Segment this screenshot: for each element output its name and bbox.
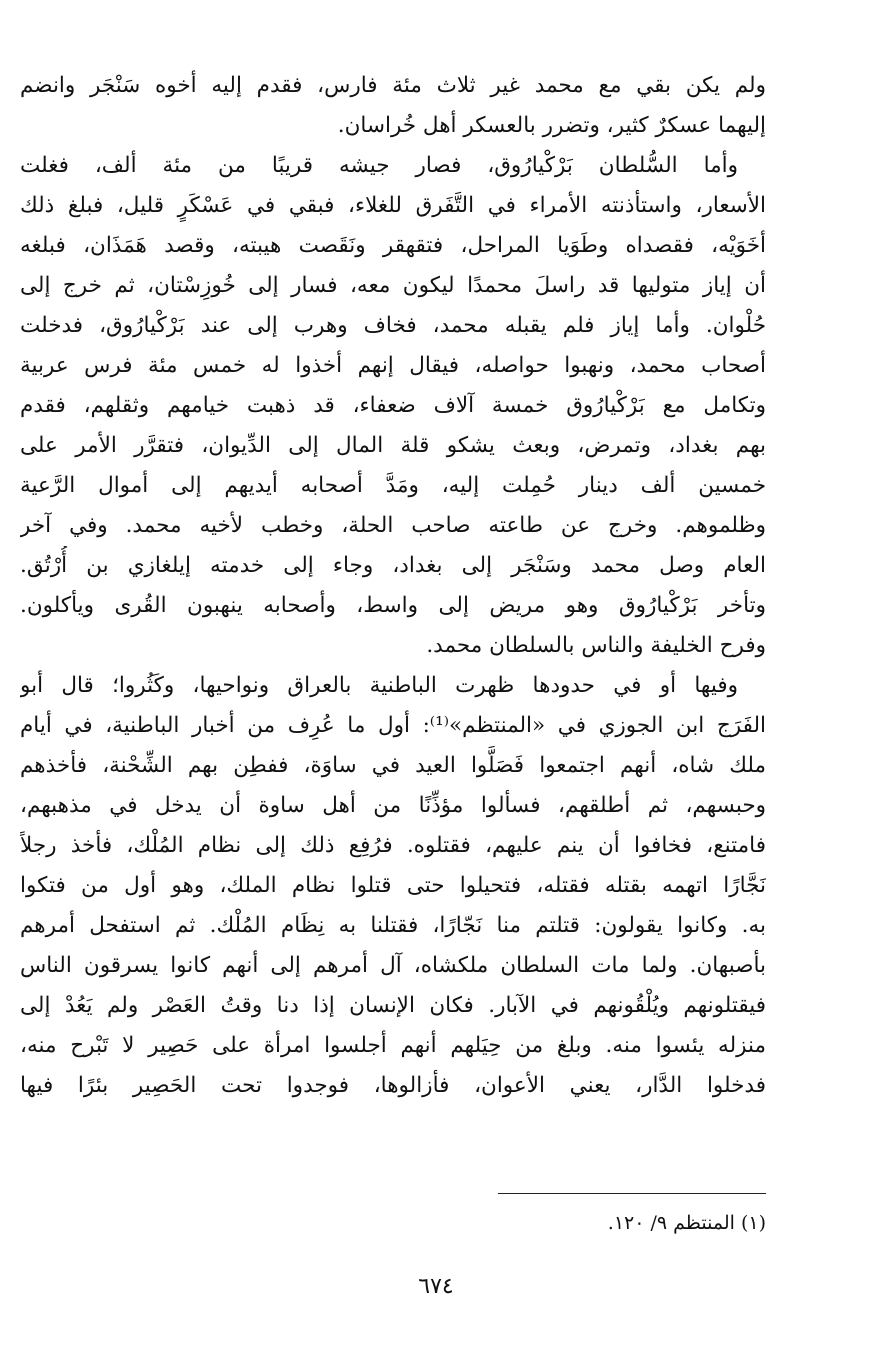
text-line: وفيها أو في حدودها ظهرت الباطنية بالعراق ونواحيها، وكَثُروا؛ قال أبو	[20, 673, 738, 698]
text-line: ولم يكن بقي مع محمد غير ثلاث مئة فارس، فقدم إليه أخوه سَنْجَر وانضم	[20, 73, 766, 98]
text-line: بأصبهان. ولما مات السلطان ملكشاه، آل أمرهم إلى أنهم كانوا يسرقون الناس	[20, 953, 766, 978]
text-line: وتكامل مع بَرْكْيارُوق خمسة آلاف ضعفاء، قد ذهبت خيامهم وثقلهم، فقدم	[20, 393, 766, 418]
text-line: منزله يئسوا منه. وبلغ من حِيَلهم أنهم أجلسوا امرأة على حَصِير لا تَبْرح منه،	[20, 1033, 766, 1058]
text-line: خمسين ألف دينار حُمِلت إليه، ومَدَّ أصحابه أيديهم إلى أموال الرَّعية	[20, 473, 766, 498]
text-line: وفرح الخليفة والناس بالسلطان محمد.	[426, 633, 766, 658]
text-line: ملك شاه، أنهم اجتمعوا فَصَلَّوا العيد في ساوَة، ففطِن بهم الشِّحْنة، فأخذهم	[20, 753, 766, 778]
footnote: (١) المنتظم ٩/ ١٢٠.	[607, 1212, 766, 1234]
text-line: حُلْوان. وأما إياز فلم يقبله محمد، فخاف وهرب إلى عند بَرْكْيارُوق، فدخلت	[20, 313, 766, 338]
text-line: بهم بغداد، وتمرض، وبعث يشكو قلة المال إلى الدِّيوان، فتقرَّر الأمر على	[20, 433, 766, 458]
text-line: أن إياز متوليها قد راسلَ محمدًا ليكون معه، فسار إلى خُوزِسْتان، ثم خرج إلى	[20, 273, 766, 298]
text-line: العام وصل محمد وسَنْجَر إلى بغداد، وجاء إلى خدمته إيلغازي بن أُرْتُق.	[20, 553, 766, 578]
page-number: ٦٧٤	[418, 1274, 454, 1299]
text-line: نَجَّارًا اتهمه بقتله فقتله، فتحيلوا حتى قتلوا نظام الملك، وهو أول من فتكوا	[20, 873, 766, 898]
text-line: به. وكانوا يقولون: قتلتم منا نَجّارًا، فقتلنا به نِظَام المُلْك. ثم استفحل أمرهم	[20, 913, 766, 938]
text-line: الفَرَج ابن الجوزي في «المنتظم»⁽¹⁾: أول ما عُرِف من أخبار الباطنية، في أيام	[20, 713, 766, 738]
text-line: فامتنع، فخافوا أن ينم عليهم، فقتلوه. فرُفِع ذلك إلى نظام المُلْك، فأخذ رجلاً	[20, 833, 766, 858]
text-line: أصحاب محمد، ونهبوا حواصله، فيقال إنهم أخذوا له خمس مئة فرس عربية	[20, 353, 766, 378]
text-line: الأسعار، واستأذنته الأمراء في التَّفَرق للغلاء، فبقي في عَسْكَرٍ قليل، فبلغ ذلك	[20, 193, 766, 218]
text-line: وظلموهم. وخرج عن طاعته صاحب الحلة، وخطب لأخيه محمد. وفي آخر	[20, 513, 766, 538]
text-line: وتأخر بَرْكْيارُوق وهو مريض إلى واسط، وأصحابه ينهبون القُرى ويأكلون.	[20, 593, 766, 618]
text-line: وحبسهم، ثم أطلقهم، فسألوا مؤذِّنًا من أهل ساوة أن يدخل في مذهبهم،	[20, 793, 766, 818]
text-line: أخَوَيْه، فقصداه وطَوَيا المراحل، فتقهقر ونَقَصت هيبته، وقصد هَمَذَان، فبلغه	[20, 233, 766, 258]
text-line: وأما السُّلطان بَرْكْيارُوق، فصار جيشه قريبًا من مئة ألف، فغلت	[20, 153, 738, 178]
text-line: فدخلوا الدَّار، يعني الأعوان، فأزالوها، فوجدوا تحت الحَصِير بئرًا فيها	[20, 1073, 766, 1098]
footnote-separator	[498, 1193, 766, 1194]
main-text	[20, 66, 766, 1106]
text-line: إليهما عسكرٌ كثير، وتضرر بالعسكر أهل خُراسان.	[337, 113, 766, 138]
text-line: فيقتلونهم ويُلْقُونهم في الآبار. فكان الإنسان إذا دنا وقتُ العَصْر ولم يَعُدْ إلى	[20, 993, 766, 1018]
